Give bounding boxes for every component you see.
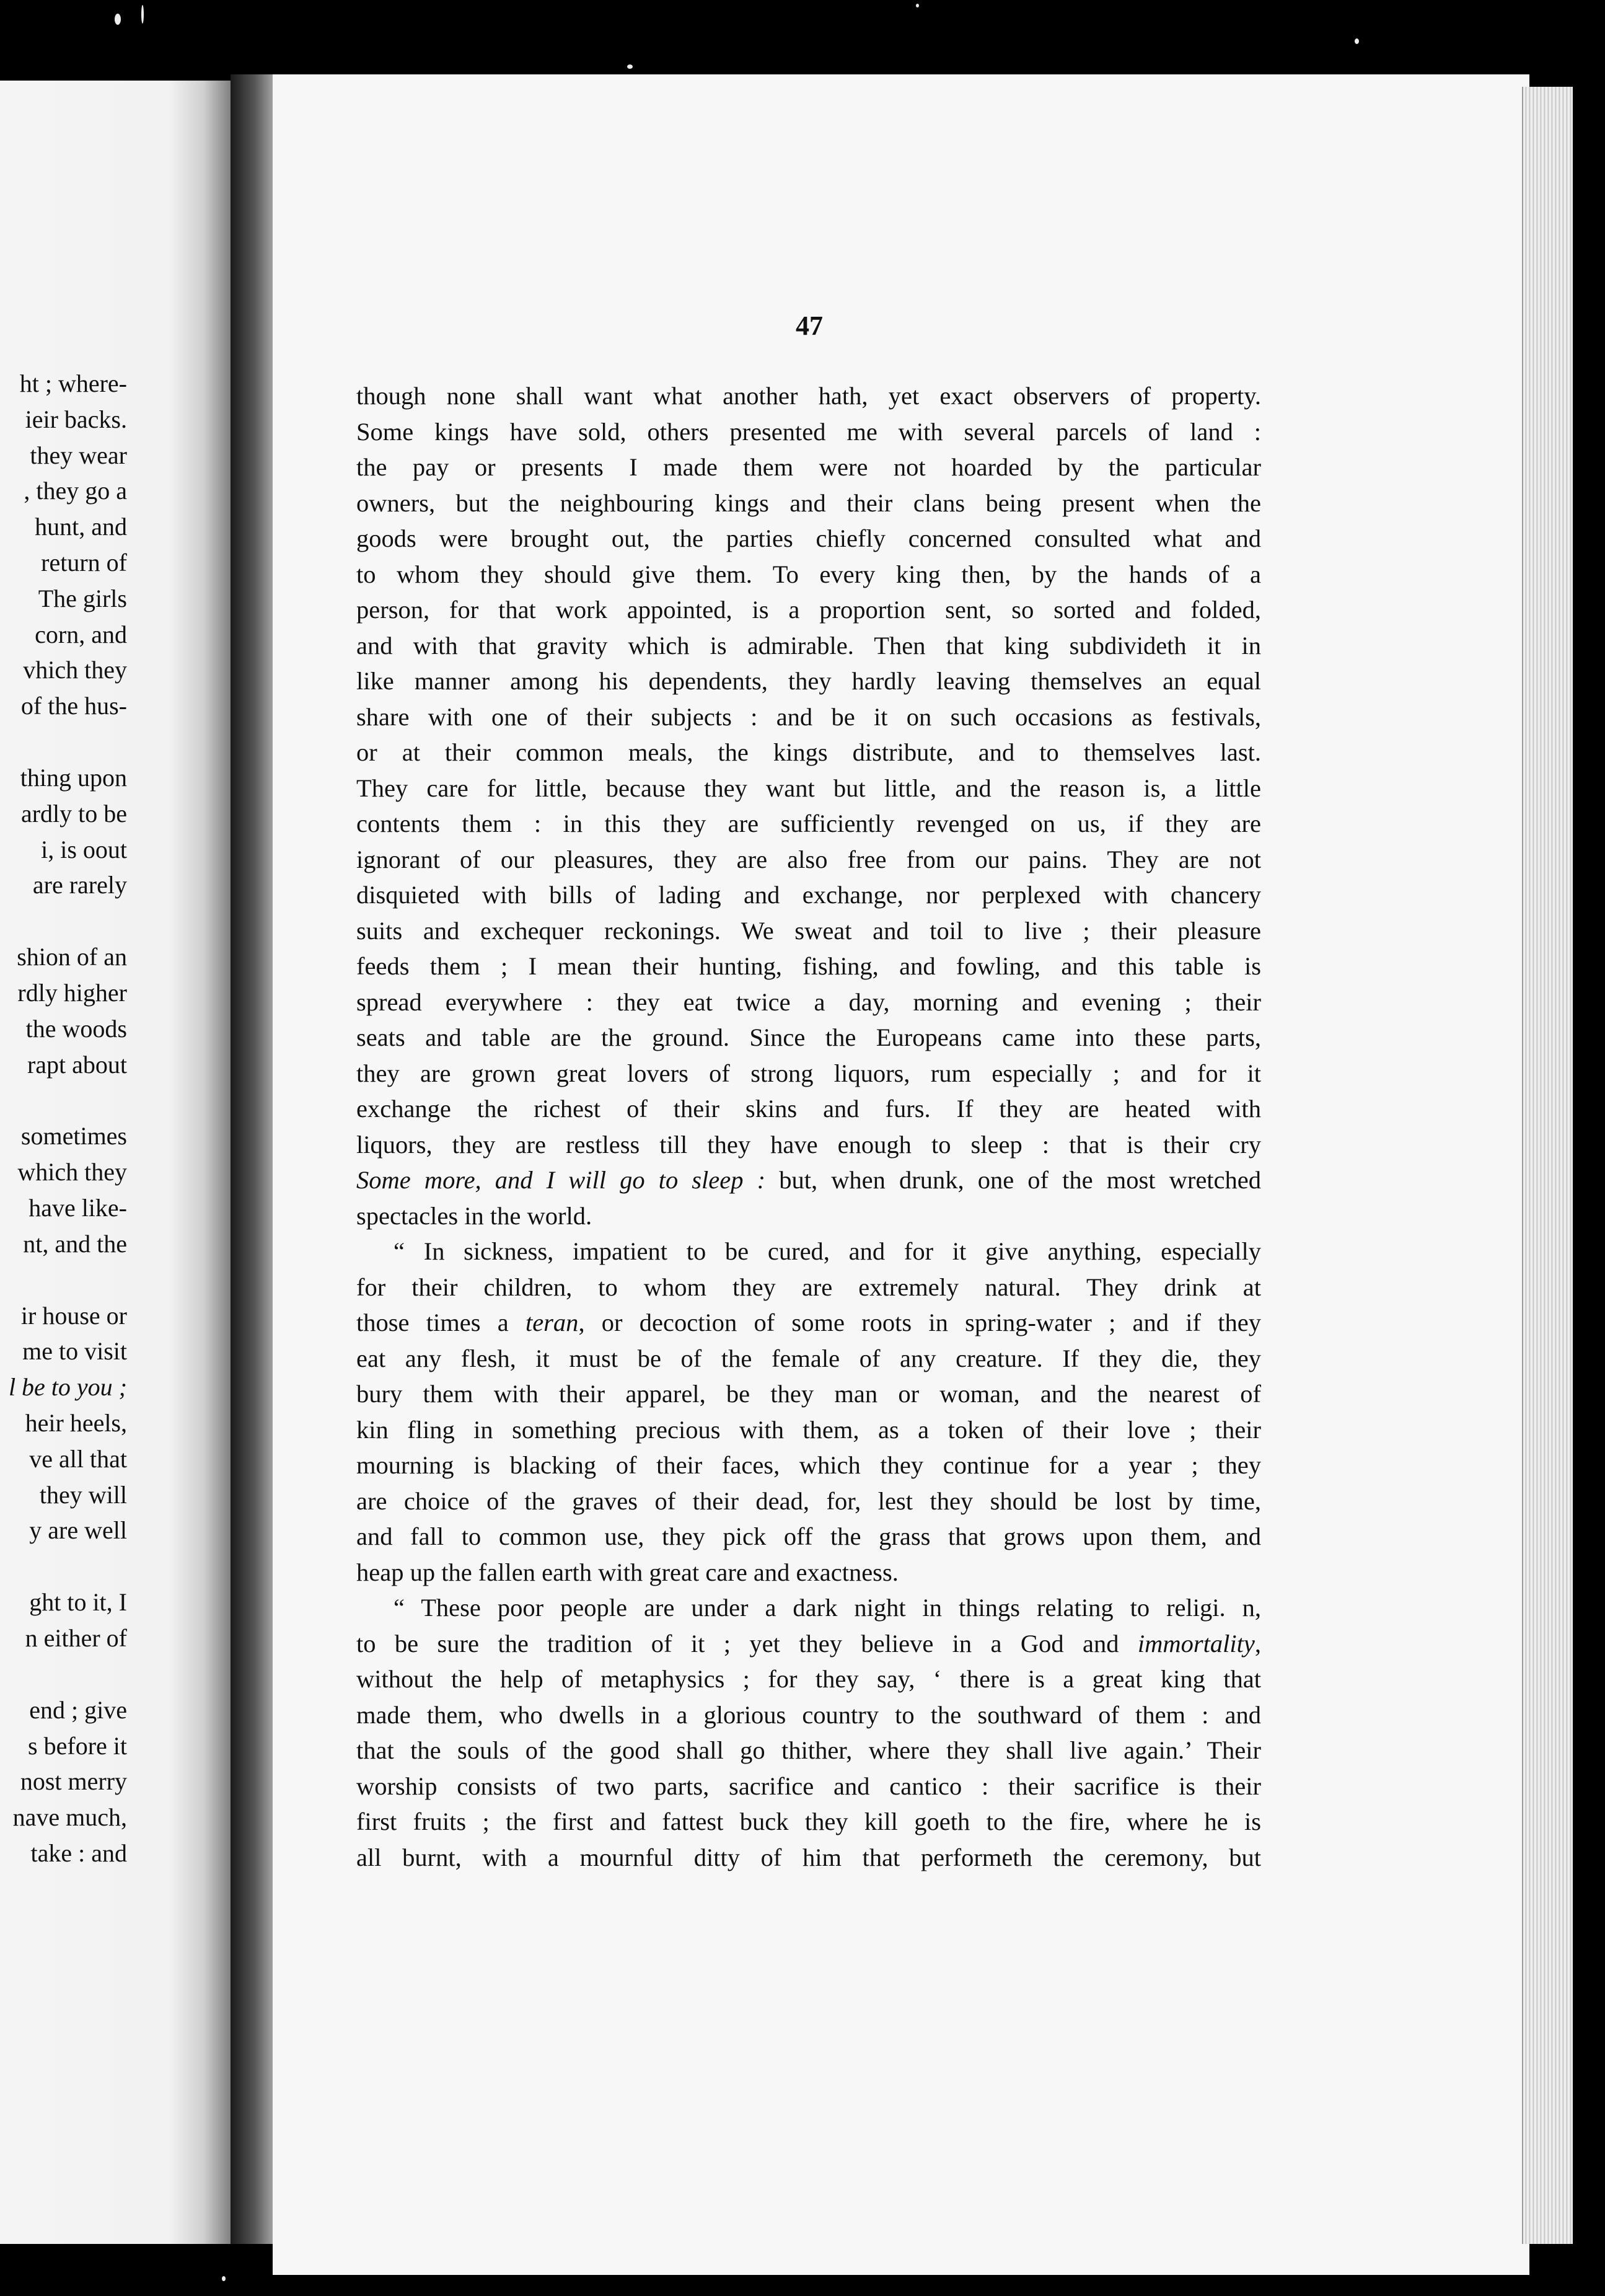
left-line: take : and <box>30 1839 127 1867</box>
text-line: are choice of the graves of their dead, for, lest they should be lost by time, <box>356 1486 1261 1515</box>
left-line: ir house or <box>20 1301 127 1330</box>
scan-speck <box>115 14 121 25</box>
left-line: which they <box>17 1158 127 1186</box>
text-line-with-italic <box>356 1162 1261 1198</box>
text-line: mourning is blacking of their faces, which they continue for a year ; they <box>356 1451 1261 1479</box>
left-line: ve all that <box>29 1444 127 1473</box>
text-run: to be sure the tradition of it ; yet they believe in a God and <box>356 1629 1138 1658</box>
scan-speck <box>141 5 144 24</box>
left-line: return of <box>41 548 127 576</box>
paragraph-start-line: “ In sickness, impatient to be cured, and for it give anything, especially <box>394 1237 1261 1265</box>
text-line: and with that gravity which is admirable. Then that king subdivideth it in <box>356 631 1261 660</box>
left-line: The girls <box>38 584 127 612</box>
text-line: spread everywhere : they eat twice a day, morning and evening ; their <box>356 987 1261 1016</box>
text-line: Some kings have sold, others presented me with several parcels of land : <box>356 417 1261 446</box>
left-line: y are well <box>29 1516 127 1545</box>
italic-phrase: Some more, and I will go to sleep : <box>356 1166 766 1194</box>
left-line: of the hus- <box>20 692 127 720</box>
left-line: rapt about <box>27 1050 127 1079</box>
left-line: end ; give <box>29 1695 127 1724</box>
text-line: though none shall want what another hath, yet exact observers of property. <box>356 382 1261 410</box>
text-run: , or decoction of some roots in spring-water ; and if they <box>578 1309 1261 1336</box>
text-line: kin fling in something precious with them, as a token of their love ; their <box>356 1415 1261 1444</box>
left-line: nt, and the <box>23 1229 127 1258</box>
page-body-text <box>356 378 1261 1875</box>
text-line: ignorant of our pleasures, they are also free from our pains. They are not <box>356 845 1261 873</box>
paragraph-end-line: heap up the fallen earth with great care and exactness. <box>356 1558 899 1586</box>
text-line: seats and table are the ground. Since the Europeans came into these parts, <box>356 1023 1261 1051</box>
text-run: but, when drunk, one of the most wretched <box>765 1166 1261 1194</box>
left-line: shion of an <box>17 943 127 971</box>
page-number: 47 <box>796 311 823 341</box>
text-line: person, for that work appointed, is a proportion sent, so sorted and folded, <box>356 596 1261 624</box>
scan-speck <box>627 64 633 69</box>
text-line: feeds them ; I mean their hunting, fishing, and fowling, and this table is <box>356 952 1261 980</box>
text-line: for their children, to whom they are extremely natural. They drink at <box>356 1273 1261 1301</box>
text-line: that the souls of the good shall go thither, where they shall live again.’ Their <box>356 1736 1261 1764</box>
scan-speck <box>916 4 919 7</box>
left-line: rdly higher <box>17 978 127 1007</box>
left-line: heir heels, <box>25 1408 127 1437</box>
left-page-text <box>0 366 127 1871</box>
text-line: They care for little, because they want but little, and the reason is, a little <box>356 774 1261 802</box>
italic-word: immortality <box>1137 1629 1255 1658</box>
text-line: all burnt, with a mournful ditty of him that performeth the ceremony, but <box>356 1843 1261 1871</box>
left-line: n either of <box>25 1623 127 1652</box>
scan-speck <box>222 2276 226 2281</box>
left-line: nave much, <box>12 1803 127 1832</box>
text-line: liquors, they are restless till they have enough to sleep : that is their cry <box>356 1130 1261 1159</box>
left-line: hunt, and <box>35 513 127 541</box>
left-line: have like- <box>29 1193 127 1222</box>
text-line: disquieted with bills of lading and exchange, nor perplexed with chancery <box>356 881 1261 909</box>
left-line: thing upon <box>20 763 127 792</box>
text-line: contents them : in this they are sufficiently revenged on us, if they are <box>356 810 1261 837</box>
text-run: , <box>1254 1629 1261 1658</box>
left-line: , they go a <box>24 477 127 505</box>
text-line: bury them with their apparel, be they man or woman, and the nearest of <box>356 1380 1261 1408</box>
left-line: corn, and <box>35 620 127 648</box>
text-line: owners, but the neighbouring kings and their clans being present when the <box>356 488 1261 517</box>
text-line: share with one of their subjects : and be it on such occasions as festivals, <box>356 702 1261 731</box>
text-line: goods were brought out, the parties chiefly concerned consulted what and <box>356 524 1261 552</box>
left-line: nost merry <box>20 1767 127 1796</box>
left-line: ardly to be <box>20 799 127 828</box>
left-line: sometimes <box>20 1122 127 1150</box>
text-line: to whom they should give them. To every king then, by the hands of a <box>356 560 1261 588</box>
left-line: ht ; where- <box>19 369 127 397</box>
text-line: they are grown great lovers of strong liquors, rum especially ; and for it <box>356 1059 1261 1087</box>
text-line: eat any flesh, it must be of the female of any creature. If they die, they <box>356 1344 1261 1372</box>
text-run: those times a <box>356 1309 525 1336</box>
left-line: they will <box>39 1480 127 1509</box>
left-line: ght to it, I <box>29 1588 127 1617</box>
text-line: made them, who dwells in a glorious country to the southward of them : and <box>356 1700 1261 1729</box>
text-line: suits and exchequer reckonings. We sweat and toil to live ; their pleasure <box>356 916 1261 945</box>
left-line: they wear <box>30 441 127 469</box>
text-line: the pay or presents I made them were not hoarded by the particular <box>356 453 1261 481</box>
text-line: without the help of metaphysics ; for they say, ‘ there is a great king that <box>356 1665 1261 1693</box>
left-line: vhich they <box>23 656 127 684</box>
left-line: ieir backs. <box>25 405 127 433</box>
paragraph-end-line: spectacles in the world. <box>356 1201 592 1230</box>
text-line: and fall to common use, they pick off the grass that grows upon them, and <box>356 1522 1261 1550</box>
left-line: s before it <box>28 1731 127 1760</box>
left-line: i, is oout <box>41 835 127 863</box>
left-line: l be to you ; <box>8 1373 127 1402</box>
left-line: the woods <box>25 1014 127 1043</box>
italic-word: teran <box>525 1309 579 1336</box>
page-edges <box>1522 87 1573 2244</box>
left-line: are rarely <box>32 871 127 899</box>
text-line: or at their common meals, the kings distribute, and to themselves last. <box>356 738 1261 766</box>
text-line-with-italic <box>356 1626 1261 1662</box>
text-line: exchange the richest of their skins and furs. If they are heated with <box>356 1095 1261 1123</box>
text-line: first fruits ; the first and fattest buck they kill goeth to the fire, where he is <box>356 1808 1261 1835</box>
text-line: like manner among his dependents, they hardly leaving themselves an equal <box>356 667 1261 695</box>
left-line: me to visit <box>22 1337 127 1366</box>
paragraph-start-line: “ These poor people are under a dark night in things relating to religi. n, <box>394 1594 1261 1622</box>
text-line: worship consists of two parts, sacrifice and cantico : their sacrifice is their <box>356 1772 1261 1800</box>
text-line-with-italic <box>356 1305 1261 1341</box>
scan-speck <box>1355 38 1359 44</box>
